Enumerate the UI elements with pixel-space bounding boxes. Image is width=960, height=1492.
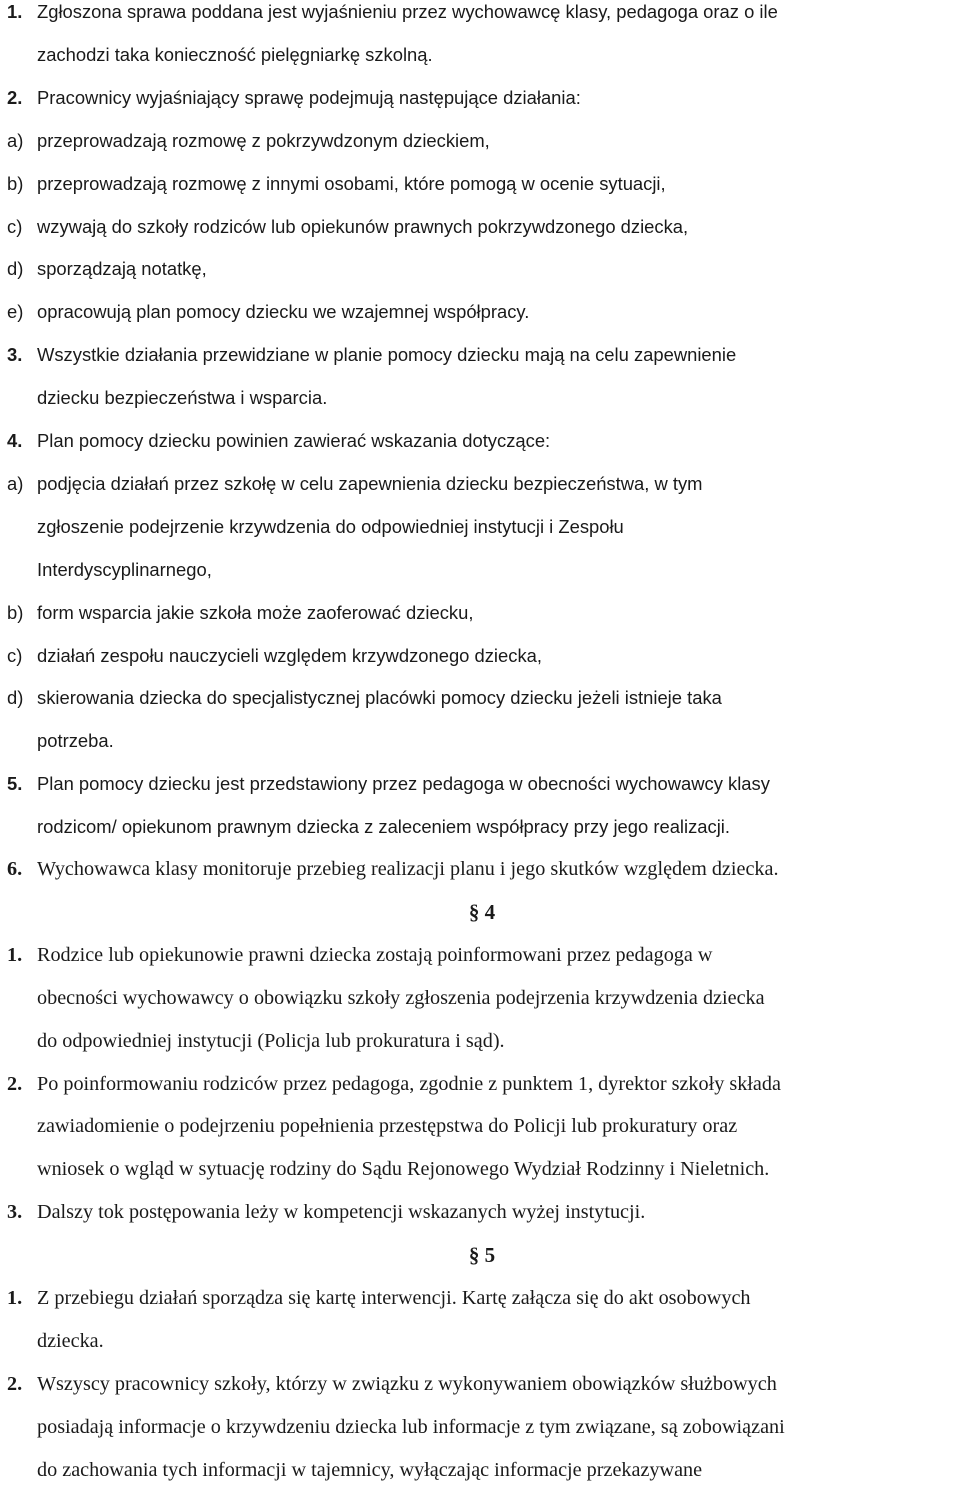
subitem-letter: a)	[7, 472, 24, 494]
paragraph-text: do zachowania tych informacji w tajemnicy, wyłączając informacje przekazywane	[37, 1458, 703, 1481]
item-number: 3.	[7, 1201, 23, 1224]
paragraph-text: zgłoszenie podejrzenie krzywdzenia do odpowiedniej instytucji i Zespołu	[37, 515, 624, 537]
item-number: 2.	[7, 1072, 23, 1095]
section-heading-text: § 4	[468, 899, 496, 924]
list-subitem-line	[0, 505, 958, 548]
paragraph-text: Interdyscyplinarnego,	[37, 558, 212, 580]
list-item-line	[0, 1063, 958, 1106]
list-item-line	[0, 848, 958, 891]
subitem-letter: b)	[7, 172, 24, 194]
item-number: 4.	[7, 430, 23, 451]
item-number: 1.	[7, 1, 23, 22]
list-item-line	[0, 805, 958, 848]
paragraph-text: posiadają informacje o krzywdzeniu dziecka lub informacje z tym związane, są zobowiązani	[37, 1415, 785, 1438]
list-subitem-line	[0, 591, 958, 634]
item-number: 1.	[7, 1287, 23, 1309]
list-item-line	[0, 762, 958, 805]
paragraph-text: skierowania dziecka do specjalistycznej placówki pomocy dziecku jeżeli istnieje taka	[37, 687, 722, 709]
paragraph-text: przeprowadzają rozmowę z innymi osobami, które pomogą w ocenie sytuacji,	[37, 172, 666, 194]
list-subitem-line	[0, 162, 958, 205]
subitem-letter: e)	[7, 301, 24, 323]
list-item-line	[0, 1277, 958, 1320]
section-heading	[0, 891, 960, 934]
paragraph-text: dziecku bezpieczeństwa i wsparcia.	[37, 387, 328, 409]
list-subitem-line	[0, 247, 958, 290]
item-number: 1.	[7, 943, 23, 966]
paragraph-text: dziecka.	[37, 1329, 104, 1352]
paragraph-text: zawiadomienie o podejrzeniu popełnienia przestępstwa do Policji lub prokuratury oraz	[37, 1115, 738, 1138]
list-subitem-line	[0, 676, 958, 719]
paragraph-text: opracowują plan pomocy dziecku we wzajemnej współpracy.	[37, 301, 530, 323]
list-subitem-line	[0, 119, 958, 162]
paragraph-text: wzywają do szkoły rodziców lub opiekunów prawnych pokrzywdzonego dziecka,	[37, 215, 689, 237]
item-number: 2.	[7, 86, 23, 108]
item-number: 2.	[7, 1372, 23, 1395]
list-item-line	[0, 1191, 958, 1234]
paragraph-text: Po poinformowaniu rodziców przez pedagoga, zgodnie z punktem 1, dyrektor szkoły składa	[37, 1072, 781, 1095]
subitem-letter: d)	[7, 687, 24, 709]
list-item-line	[0, 1320, 958, 1363]
paragraph-text: Wszystkie działania przewidziane w planie pomocy dziecku mają na celu zapewnienie	[37, 344, 737, 366]
paragraph-text: Zgłoszona sprawa poddana jest wyjaśnieniu przez wychowawcę klasy, pedagoga oraz o ile	[37, 1, 778, 22]
list-item-line	[0, 1105, 958, 1148]
list-item-line	[0, 1406, 958, 1449]
list-item-line	[0, 1449, 958, 1492]
paragraph-text: przeprowadzają rozmowę z pokrzywdzonym dzieckiem,	[37, 129, 490, 151]
list-item-line	[0, 1020, 958, 1063]
paragraph-text: obecności wychowawcy o obowiązku szkoły zgłoszenia podejrzenia krzywdzenia dziecka	[37, 986, 765, 1009]
list-item-line	[0, 934, 958, 977]
paragraph-text: Plan pomocy dziecku powinien zawierać wskazania dotyczące:	[37, 430, 551, 451]
list-subitem-line	[0, 462, 958, 505]
paragraph-text: potrzeba.	[37, 730, 114, 752]
paragraph-text: zachodzi taka konieczność pielęgniarkę szkolną.	[37, 43, 433, 65]
section-heading-text: § 5	[468, 1243, 496, 1268]
list-item-line	[0, 0, 958, 33]
section-heading	[0, 1234, 960, 1277]
paragraph-text: wniosek o wgląd w sytuację rodziny do Sądu Rejonowego Wydział Rodzinny i Nieletnich.	[37, 1158, 770, 1181]
list-item-line	[0, 977, 958, 1020]
paragraph-text: rodzicom/ opiekunom prawnym dziecka z zaleceniem współpracy przy jego realizacji.	[37, 816, 730, 838]
list-subitem-line	[0, 719, 958, 762]
subitem-letter: c)	[7, 215, 23, 237]
paragraph-text: Z przebiegu działań sporządza się kartę interwencji. Kartę załącza się do akt osobowych	[37, 1287, 751, 1309]
subitem-letter: d)	[7, 258, 24, 280]
item-number: 6.	[7, 858, 23, 880]
paragraph-text: form wsparcia jakie szkoła może zaoferować dziecku,	[37, 601, 474, 623]
list-item-line	[0, 333, 958, 376]
paragraph-text: Dalszy tok postępowania leży w kompetencji wskazanych wyżej instytucji.	[37, 1201, 646, 1224]
paragraph-text: Rodzice lub opiekunowie prawni dziecka zostają poinformowani przez pedagoga w	[37, 943, 713, 966]
paragraph-text: sporządzają notatkę,	[37, 258, 207, 280]
subitem-letter: b)	[7, 601, 24, 623]
list-item-line	[0, 376, 958, 419]
list-subitem-line	[0, 290, 958, 333]
paragraph-text: Pracownicy wyjaśniający sprawę podejmują następujące działania:	[37, 86, 581, 108]
paragraph-text: działań zespołu nauczycieli względem krzywdzonego dziecka,	[37, 644, 542, 666]
paragraph-text: podjęcia działań przez szkołę w celu zapewnienia dziecku bezpieczeństwa, w tym	[37, 472, 703, 494]
item-number: 3.	[7, 344, 23, 366]
list-subitem-line	[0, 634, 958, 677]
subitem-letter: c)	[7, 644, 23, 666]
item-number: 5.	[7, 773, 23, 795]
paragraph-text: Wychowawca klasy monitoruje przebieg realizacji planu i jego skutków względem dziecka.	[37, 858, 779, 880]
list-item-line	[0, 419, 958, 462]
list-subitem-line	[0, 548, 958, 591]
paragraph-text: Plan pomocy dziecku jest przedstawiony przez pedagoga w obecności wychowawcy klasy	[37, 773, 770, 795]
list-item-line	[0, 1148, 958, 1191]
list-item-line	[0, 1363, 958, 1406]
paragraph-text: do odpowiedniej instytucji (Policja lub prokuratura i sąd).	[37, 1029, 505, 1052]
subitem-letter: a)	[7, 129, 24, 151]
list-item-line	[0, 76, 958, 119]
list-item-line	[0, 33, 958, 76]
paragraph-text: Wszyscy pracownicy szkoły, którzy w związku z wykonywaniem obowiązków służbowych	[37, 1372, 777, 1395]
list-subitem-line	[0, 205, 958, 248]
